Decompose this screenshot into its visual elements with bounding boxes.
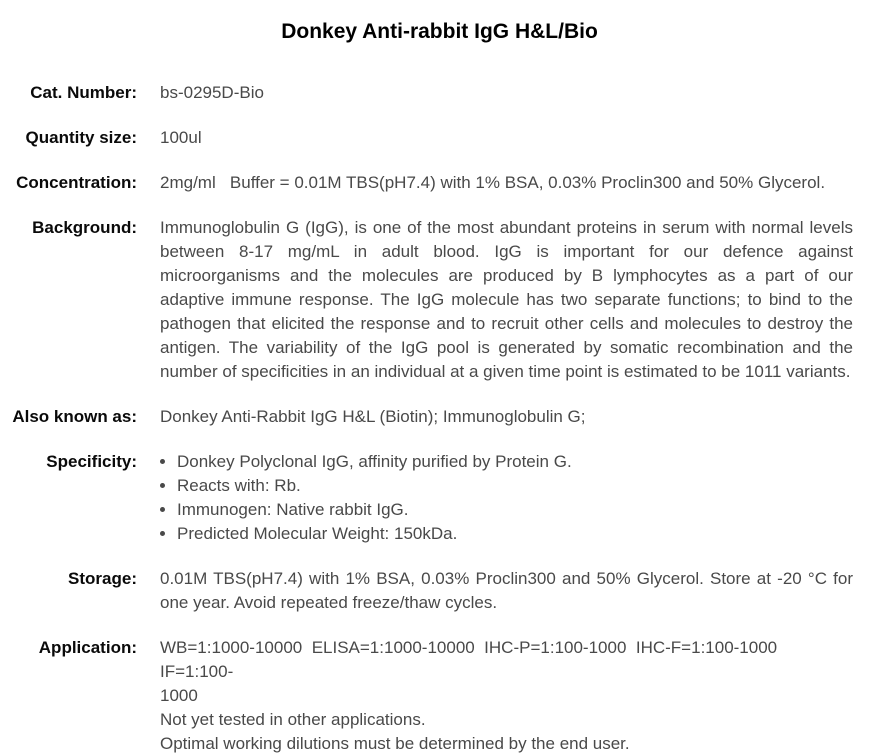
field-row-cat-number <box>0 81 879 105</box>
specificity-item: • Immunogen: Native rabbit IgG. <box>177 498 853 522</box>
storage-label: Storage: <box>68 569 137 588</box>
cat-number-value: bs-0295D-Bio <box>160 83 264 102</box>
specificity-item: • Donkey Polyclonal IgG, affinity purified by Protein G. <box>177 450 853 474</box>
background-value: Immunoglobulin G (IgG), is one of the most abundant proteins in serum with normal levels between 8-17 mg/mL in adult blood. IgG is important for our defence against microorganisms and the molecules are produced by B lymphocytes as a part of our adaptive immune response. The IgG molecule has two separate functions; to bind to the pathogen that elicited the response and to recruit other cells and molecules to destroy the antigen. The variability of the IgG pool is generated by somatic recombination and the number of specificities in an individual at a given time point is estimated to be 1011 variants. <box>160 218 853 381</box>
field-row-specificity <box>0 450 879 546</box>
quantity-size-label: Quantity size: <box>25 128 137 147</box>
application-note-untested: Not yet tested in other applications. <box>160 710 426 729</box>
field-row-storage <box>0 567 879 615</box>
field-row-application <box>0 636 879 756</box>
application-value <box>160 636 853 756</box>
cat-number-label: Cat. Number: <box>30 83 137 102</box>
specificity-item: • Predicted Molecular Weight: 150kDa. <box>177 522 853 546</box>
also-known-as-label: Also known as: <box>12 407 137 426</box>
also-known-as-value: Donkey Anti-Rabbit IgG H&L (Biotin); Immunoglobulin G; <box>160 407 586 426</box>
field-row-also-known-as <box>0 405 879 429</box>
concentration-label: Concentration: <box>16 173 137 192</box>
specificity-value <box>160 450 853 546</box>
datasheet <box>0 20 879 756</box>
application-note-dilutions: Optimal working dilutions must be determined by the end user. <box>160 734 630 753</box>
storage-value: 0.01M TBS(pH7.4) with 1% BSA, 0.03% Proclin300 and 50% Glycerol. Store at -20 °C for one year. Avoid repeated freeze/thaw cycles. <box>160 569 853 612</box>
application-dilutions-line: WB=1:1000-10000 ELISA=1:1000-10000 IHC-P=1:100-1000 IHC-F=1:100-1000 IF=1:100- <box>160 638 787 681</box>
specificity-item: • Reacts with: Rb. <box>177 474 853 498</box>
field-row-concentration <box>0 171 879 195</box>
specificity-bullet-list <box>160 450 853 546</box>
application-label: Application: <box>38 638 137 657</box>
page-title: Donkey Anti-rabbit IgG H&L/Bio <box>281 20 598 43</box>
quantity-size-value: 100ul <box>160 128 202 147</box>
background-label: Background: <box>32 218 137 237</box>
field-row-background <box>0 216 879 384</box>
specificity-label: Specificity: <box>46 452 137 471</box>
field-row-quantity-size <box>0 126 879 150</box>
application-dilutions-line: 1000 <box>160 686 198 705</box>
concentration-value: 2mg/ml Buffer = 0.01M TBS(pH7.4) with 1% BSA, 0.03% Proclin300 and 50% Glycerol. <box>160 173 826 192</box>
